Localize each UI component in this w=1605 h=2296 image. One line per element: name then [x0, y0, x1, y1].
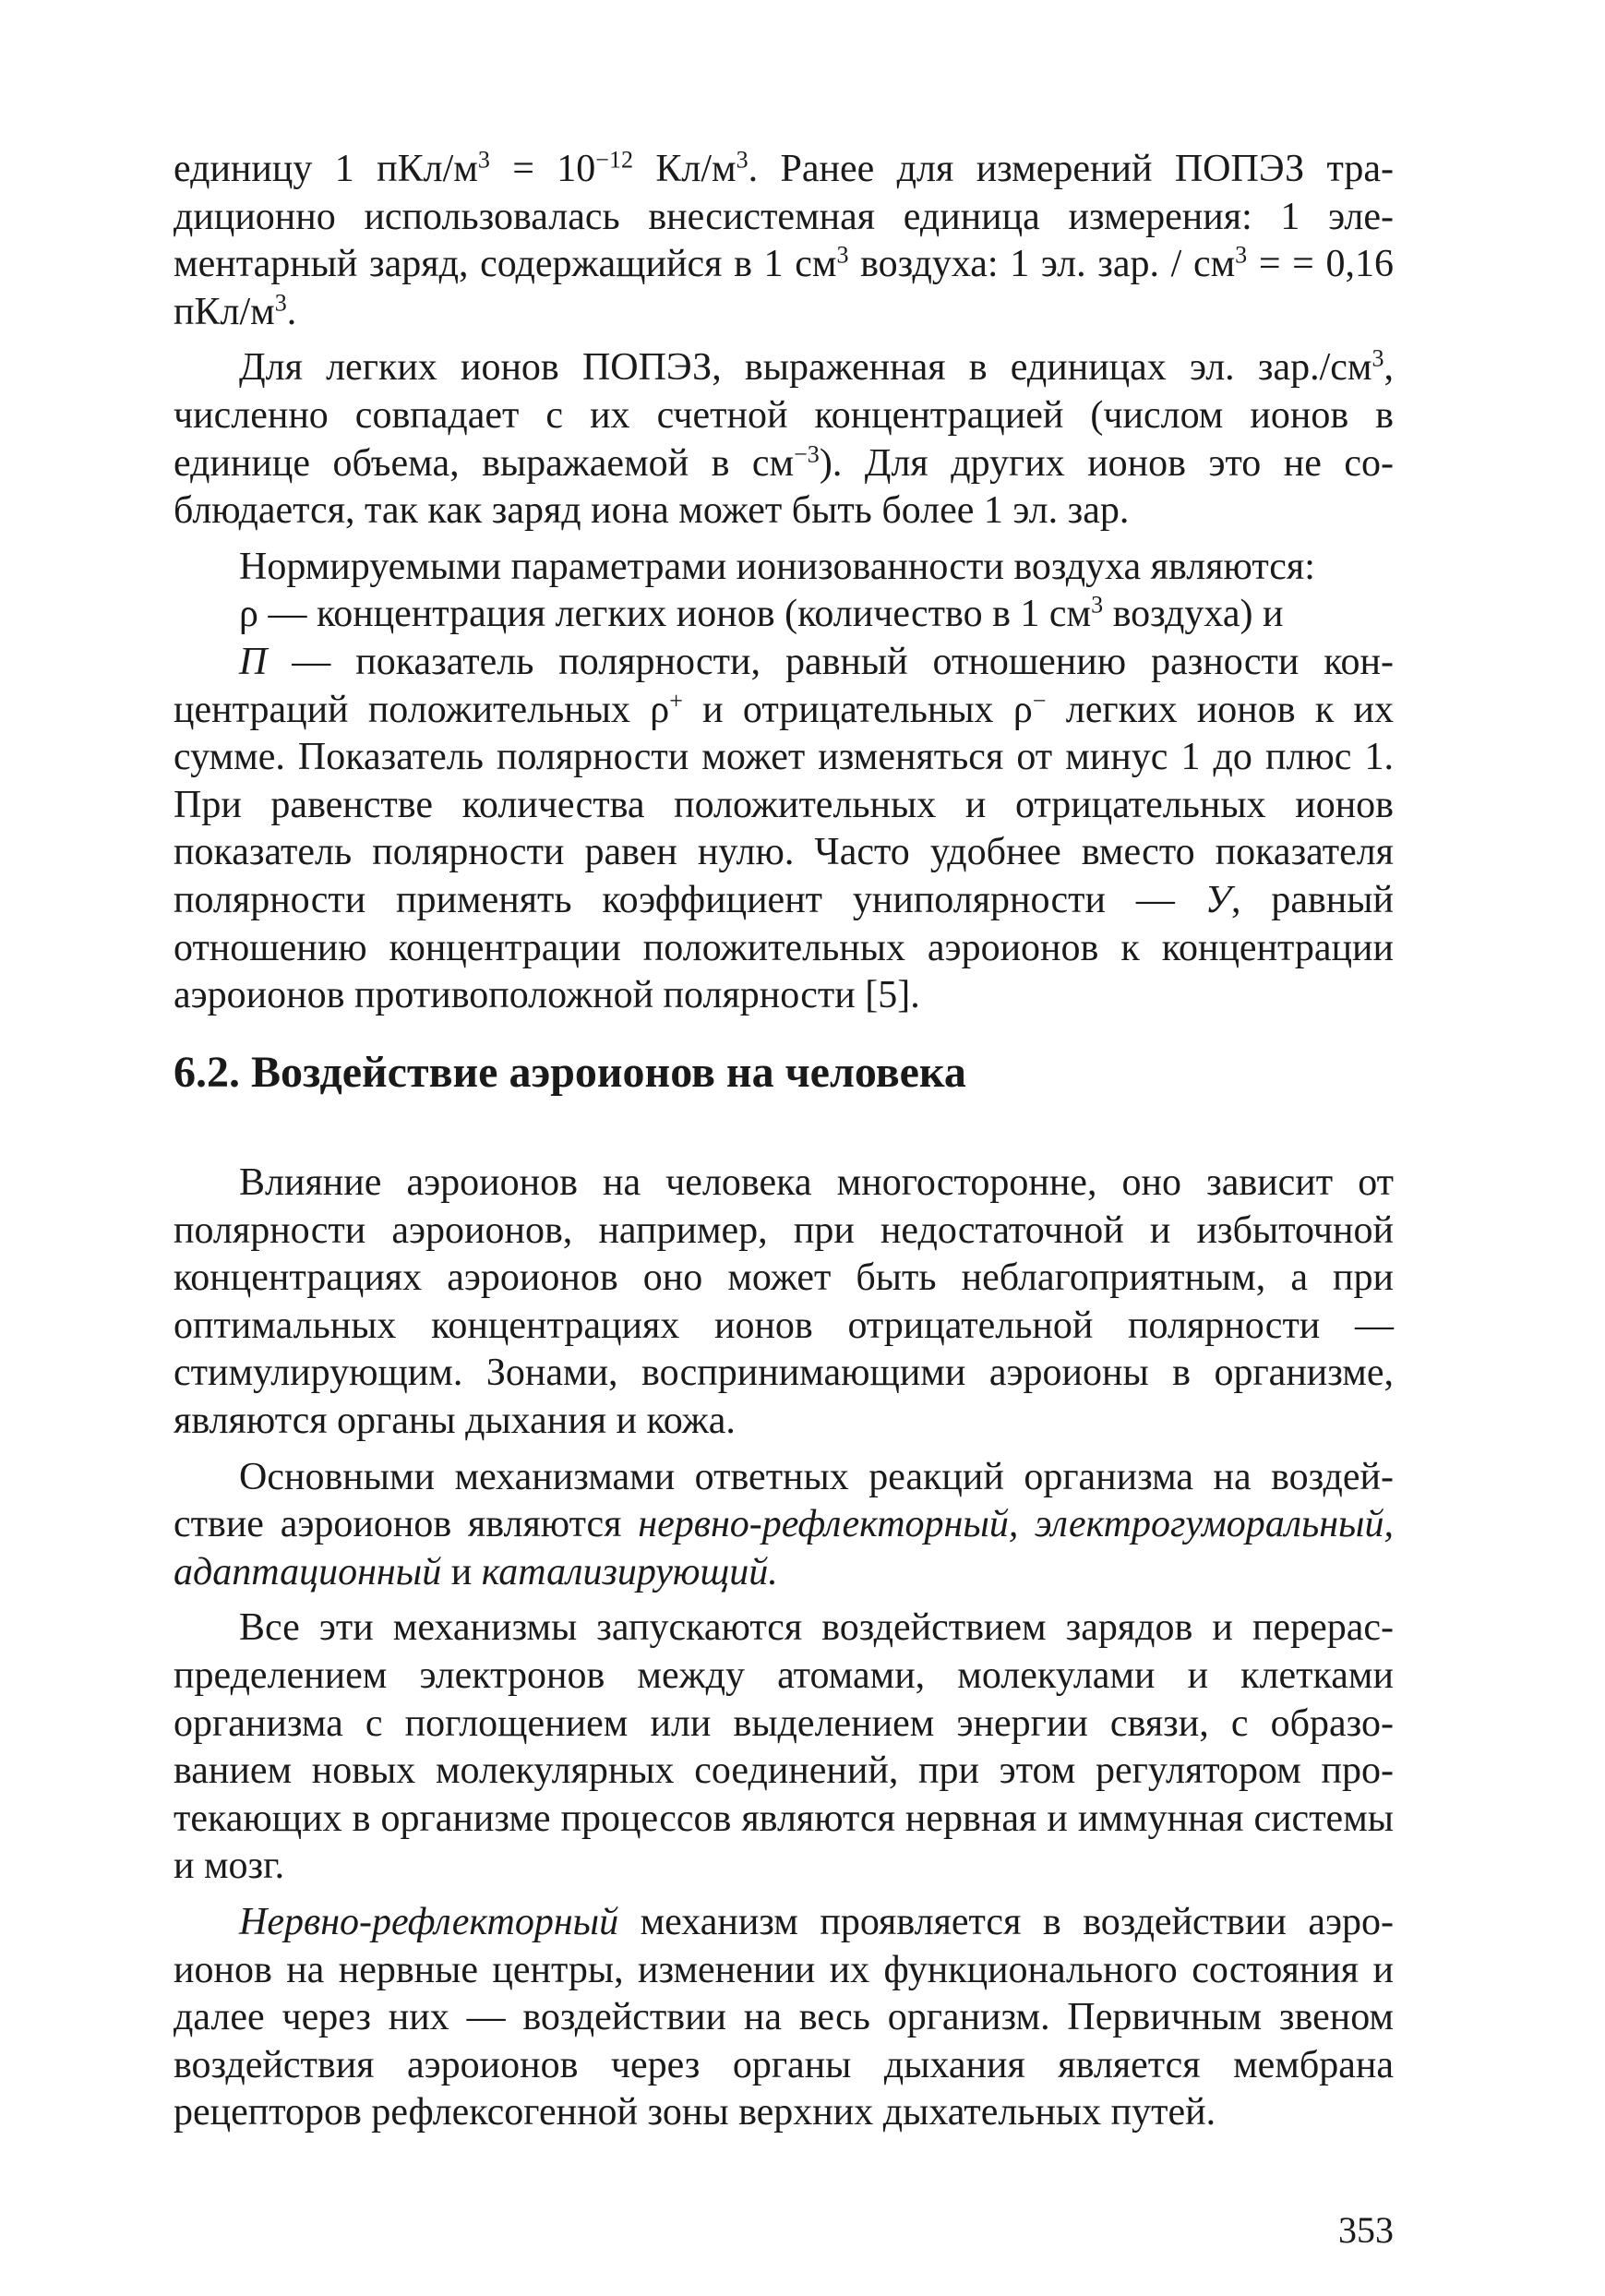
paragraph-influence: Влияние аэроионов на человека многосторонне, оно зависит от полярности аэроионов, например, при недостаточной и избыточной концентрациях аэроионов оно может быть неблагоприятным, а при оптимальных концентрациях ионов отрицательной полярности — стимулирующим. Зонами, воспринимающими аэроионы в организме, являются органы дыхания и кожа.: [174, 1161, 1394, 1442]
text-block-top: [174, 146, 1394, 1020]
page-number: 353: [1338, 2209, 1394, 2251]
paragraph-mechanisms: Основными механизмами ответных реакций организма на воздействие аэроионов являются нервно-рефлекторный, электрогуморальный, адаптационный и катализирующий.: [174, 1455, 1394, 1593]
text-block-bottom: [174, 1160, 1394, 2137]
paragraph-light-ions: Для легких ионов ПОПЭЗ, выраженная в единицах эл. $зар./см^3$, численно совпадает с их счетной концентрацией (числом ионов в единице объема, выражаемой в $см^{-3}$). Для других ионов это не соблюдается, так как заряд иона может быть более 1 эл. зар.: [174, 345, 1394, 533]
paragraph-units-continuation: единицу 1 пКл/$м^3 = 10^{-12}$ $Кл/м^3$. Ранее для измерений ПОПЭЗ традиционно использовалась внесистемная единица измерения: 1 элементарный заряд, содержащийся в 1 $см^3$ воздуха: 1 эл. зар. / $см^3$ = = 0,16 пКл/$м^3$.: [174, 146, 1394, 333]
paragraph-rho-definition: ρ — концентрация легких ионов (количество в 1 $см^3$ воздуха) и: [239, 592, 1284, 636]
paragraph-normalized-parameters: Нормируемыми параметрами ионизованности воздуха являются:: [239, 545, 1315, 588]
paragraph-polarity-index: П — показатель полярности, равный отношению разности концентраций положительных ρ+ и отрицательных ρ− легких ионов к их сумме. Показатель полярности может изменяться от минус 1 до плюс 1. При равенстве количества положительных и отрицательных ионов показатель полярности равен нулю. Часто удобнее вместо показателя полярности применять коэффициент униполярности — У, равный отношению концентрации положительных аэроионов к концентрации аэроионов противоположной полярности [5].: [174, 640, 1395, 1017]
paragraph-charge-redistribution: Все эти механизмы запускаются воздействием зарядов и перераспределением электронов между атомами, молекулами и клетками организма с поглощением или выделением энергии связи, с образованием новых молекулярных соединений, при этом регулятором протекающих в организме процессов являются нервная и иммунная системы и мозг.: [174, 1606, 1394, 1888]
section-heading: 6.2. Воздействие аэроионов на человека: [174, 1048, 966, 1097]
paragraph-neuro-reflex: Нервно-рефлекторный механизм проявляется в воздействии аэроионов на нервные центры, изменении их функционального состояния и далее через них — воздействии на весь организм. Первичным звеном воздействия аэроионов через органы дыхания является мембрана рецепторов рефлексогенной зоны верхних дыхательных путей.: [174, 1900, 1394, 2134]
